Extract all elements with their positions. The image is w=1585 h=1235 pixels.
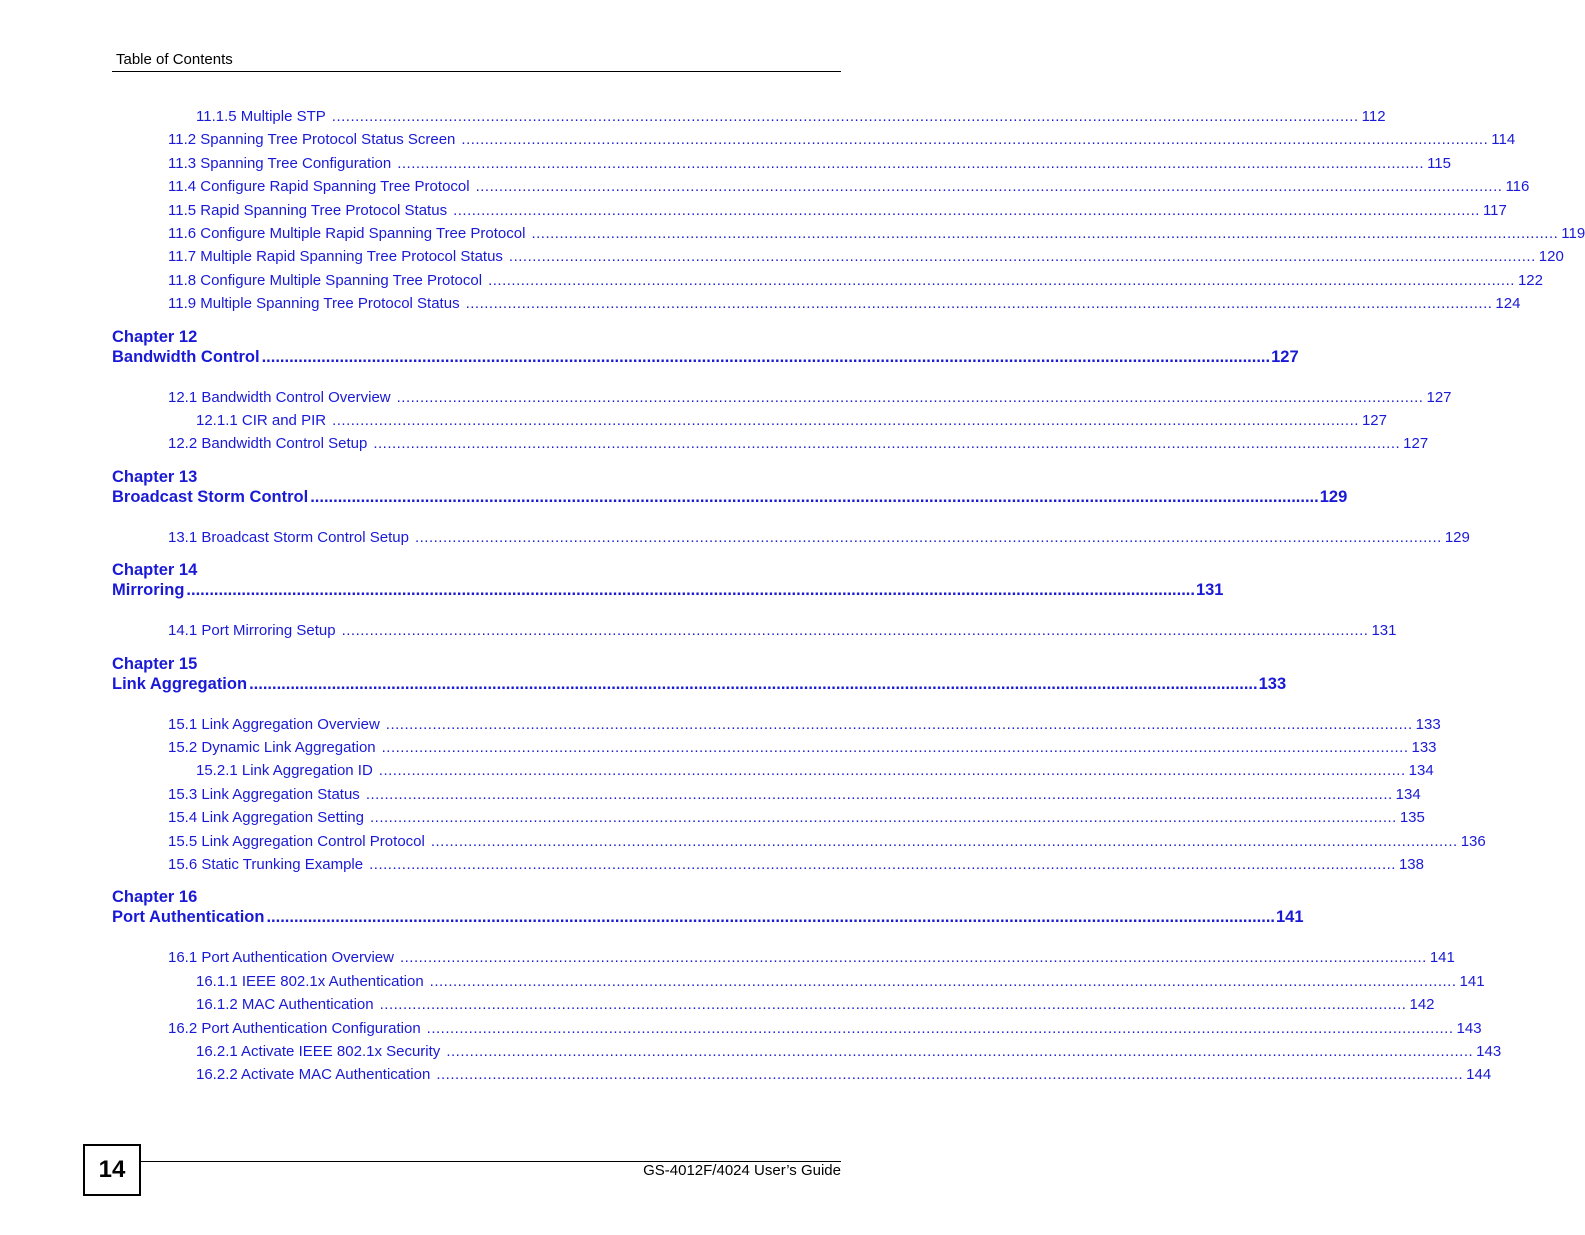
chapter-title: Broadcast Storm Control: [112, 487, 309, 506]
section-page: 127: [1361, 412, 1387, 429]
section-page: 127: [1426, 388, 1452, 406]
section-page: 114: [1491, 131, 1516, 149]
section-title: 11.5 Rapid Spanning Tree Protocol Status: [168, 201, 448, 219]
dot-leader: ............................................................................................................................................................................................................................: [331, 108, 1359, 125]
section-page: 138: [1398, 856, 1424, 873]
section-page: 144: [1466, 1066, 1492, 1084]
section-title: 12.2 Bandwidth Control Setup: [168, 435, 368, 453]
dot-leader: ............................................................................................................................................................................................................................: [341, 622, 1369, 640]
dot-leader: ............................................................................................................................................................................................................................: [430, 832, 1458, 850]
section-title: 11.7 Multiple Rapid Spanning Tree Protocol Status: [168, 248, 503, 266]
section-page: 133: [1415, 715, 1441, 733]
section-page: 112: [1361, 108, 1386, 125]
section-title: 15.2 Dynamic Link Aggregation: [168, 739, 376, 756]
dot-leader: ............................................................................................................................................................................................................................: [310, 487, 1319, 506]
section-page: 133: [1411, 739, 1437, 756]
dot-leader: ............................................................................................................................................................................................................................: [261, 347, 1271, 366]
toc-section-link[interactable]: [168, 528, 1470, 549]
section-title: 15.4 Link Aggregation Setting: [168, 809, 364, 827]
section-page: 134: [1395, 785, 1421, 803]
section-title: 11.3 Spanning Tree Configuration: [168, 154, 392, 172]
toc-section-link[interactable]: [196, 1066, 1492, 1086]
toc-section-link[interactable]: [196, 762, 1434, 782]
toc-section-link[interactable]: [168, 809, 1425, 829]
dot-leader: ............................................................................................................................................................................................................................: [378, 762, 1406, 780]
section-page: 143: [1456, 1019, 1482, 1037]
toc-section-link[interactable]: [168, 715, 1441, 736]
toc-section-link[interactable]: [168, 739, 1437, 759]
toc-section-link[interactable]: [168, 295, 1521, 315]
dot-leader: ............................................................................................................................................................................................................................: [379, 996, 1407, 1014]
section-title: 11.8 Configure Multiple Spanning Tree Protocol: [168, 271, 483, 289]
section-page: 115: [1427, 154, 1451, 172]
chapter-number[interactable]: Chapter 13: [112, 467, 198, 486]
dot-leader: ............................................................................................................................................................................................................................: [488, 271, 1515, 289]
page-number: 14: [98, 1156, 126, 1183]
dot-leader: ............................................................................................................................................................................................................................: [381, 739, 1409, 756]
dot-leader: ............................................................................................................................................................................................................................: [186, 581, 1195, 600]
toc-section-link[interactable]: [196, 412, 1387, 432]
dot-leader: ............................................................................................................................................................................................................................: [531, 225, 1559, 242]
section-page: 119: [1561, 225, 1585, 242]
dot-leader: ............................................................................................................................................................................................................................: [436, 1066, 1464, 1084]
chapter-title-link[interactable]: [112, 674, 1287, 697]
section-title: 11.2 Spanning Tree Protocol Status Screen: [168, 131, 456, 149]
dot-leader: ............................................................................................................................................................................................................................: [475, 178, 1503, 196]
toc-section-link[interactable]: [168, 622, 1397, 642]
dot-leader: ............................................................................................................................................................................................................................: [369, 809, 1397, 827]
section-title: 16.1.2 MAC Authentication: [196, 996, 374, 1014]
section-page: 141: [1429, 949, 1455, 967]
toc-section-link[interactable]: [168, 1019, 1482, 1040]
dot-leader: ............................................................................................................................................................................................................................: [453, 201, 1480, 219]
toc-section-link[interactable]: [168, 435, 1429, 455]
chapter-number[interactable]: Chapter 16: [112, 888, 198, 907]
page-number-box: [83, 1144, 141, 1196]
chapter-page: 127: [1271, 347, 1299, 366]
section-title: 15.3 Link Aggregation Status: [168, 785, 360, 803]
section-title: 16.2.1 Activate IEEE 802.1x Security: [196, 1043, 441, 1060]
dot-leader: ............................................................................................................................................................................................................................: [369, 856, 1396, 873]
section-page: 136: [1460, 832, 1486, 850]
section-title: 15.5 Link Aggregation Control Protocol: [168, 832, 425, 850]
section-page: 143: [1476, 1043, 1502, 1060]
chapter-page: 141: [1276, 908, 1304, 927]
section-page: 135: [1399, 809, 1425, 827]
dot-leader: ............................................................................................................................................................................................................................: [399, 949, 1427, 967]
dot-leader: ............................................................................................................................................................................................................................: [426, 1019, 1454, 1037]
section-title: 14.1 Port Mirroring Setup: [168, 622, 336, 640]
section-page: 122: [1517, 271, 1543, 289]
section-title: 11.9 Multiple Spanning Tree Protocol Status: [168, 295, 460, 313]
dot-leader: ............................................................................................................................................................................................................................: [396, 388, 1424, 406]
chapter-page: 129: [1319, 487, 1348, 506]
dot-leader: ............................................................................................................................................................................................................................: [461, 131, 1489, 149]
dot-leader: ............................................................................................................................................................................................................................: [508, 248, 1536, 266]
section-page: 120: [1538, 248, 1564, 266]
section-title: 11.4 Configure Rapid Spanning Tree Protocol: [168, 178, 470, 196]
toc-section-link[interactable]: [168, 154, 1451, 175]
toc-section-link[interactable]: [168, 225, 1585, 245]
toc-section-link[interactable]: [168, 131, 1516, 151]
toc-section-link[interactable]: [168, 248, 1564, 268]
chapter-title-link[interactable]: [112, 487, 1348, 510]
chapter-number[interactable]: Chapter 12: [112, 327, 198, 346]
dot-leader: ............................................................................................................................................................................................................................: [397, 154, 1425, 172]
dot-leader: ............................................................................................................................................................................................................................: [429, 972, 1457, 990]
toc-section-link[interactable]: [196, 1043, 1502, 1063]
toc-section-link[interactable]: [168, 856, 1424, 876]
section-page: 134: [1408, 762, 1434, 780]
section-page: 141: [1459, 972, 1485, 990]
section-title: 16.2 Port Authentication Configuration: [168, 1019, 421, 1037]
toc-section-link[interactable]: [168, 178, 1530, 198]
chapter-page: 131: [1195, 581, 1224, 600]
chapter-title: Mirroring: [112, 581, 185, 600]
section-title: 15.6 Static Trunking Example: [168, 856, 364, 873]
section-title: 12.1.1 CIR and PIR: [196, 412, 327, 429]
chapter-number[interactable]: Chapter 15: [112, 654, 198, 673]
section-page: 131: [1371, 622, 1397, 640]
section-title: 16.1 Port Authentication Overview: [168, 949, 394, 967]
toc-section-link[interactable]: [168, 785, 1421, 806]
dot-leader: ............................................................................................................................................................................................................................: [249, 674, 1258, 693]
chapter-number[interactable]: Chapter 14: [112, 561, 198, 580]
section-page: 127: [1403, 435, 1429, 453]
toc-section-link[interactable]: [196, 108, 1386, 128]
section-page: 124: [1495, 295, 1521, 313]
section-page: 116: [1505, 178, 1530, 196]
section-title: 15.1 Link Aggregation Overview: [168, 715, 380, 733]
chapter-title-link[interactable]: [112, 347, 1299, 370]
section-title: 16.2.2 Activate MAC Authentication: [196, 1066, 431, 1084]
chapter-title-link[interactable]: [112, 908, 1304, 930]
section-title: 15.2.1 Link Aggregation ID: [196, 762, 373, 780]
section-title: 12.1 Bandwidth Control Overview: [168, 388, 391, 406]
section-title: 11.1.5 Multiple STP: [196, 108, 326, 125]
section-title: 11.6 Configure Multiple Rapid Spanning Tree Protocol: [168, 225, 526, 242]
dot-leader: ............................................................................................................................................................................................................................: [414, 528, 1442, 546]
toc-section-link[interactable]: [168, 271, 1543, 292]
footer-guide-title: GS-4012F/4024 User’s Guide: [643, 1162, 841, 1179]
toc-section-link[interactable]: [168, 388, 1452, 409]
section-page: 117: [1482, 201, 1507, 219]
section-title: 16.1.1 IEEE 802.1x Authentication: [196, 972, 424, 990]
dot-leader: ............................................................................................................................................................................................................................: [385, 715, 1413, 733]
running-header-title: Table of Contents: [116, 51, 233, 68]
chapter-page: 133: [1258, 674, 1287, 693]
section-title: 13.1 Broadcast Storm Control Setup: [168, 528, 409, 546]
chapter-title: Bandwidth Control: [112, 347, 260, 366]
dot-leader: ............................................................................................................................................................................................................................: [446, 1043, 1474, 1060]
dot-leader: ............................................................................................................................................................................................................................: [465, 295, 1493, 313]
toc-section-link[interactable]: [168, 832, 1486, 853]
toc-section-link[interactable]: [168, 949, 1455, 969]
section-page: 129: [1444, 528, 1470, 546]
chapter-title-link[interactable]: [112, 581, 1224, 603]
chapter-title: Port Authentication: [112, 908, 265, 927]
dot-leader: ............................................................................................................................................................................................................................: [365, 785, 1393, 803]
toc-section-link[interactable]: [168, 201, 1507, 222]
dot-leader: ............................................................................................................................................................................................................................: [332, 412, 1359, 429]
toc-section-link[interactable]: [196, 996, 1435, 1016]
chapter-title: Link Aggregation: [112, 674, 248, 693]
toc-section-link[interactable]: [196, 972, 1485, 993]
dot-leader: ............................................................................................................................................................................................................................: [266, 908, 1275, 927]
section-page: 142: [1409, 996, 1435, 1014]
dot-leader: ............................................................................................................................................................................................................................: [373, 435, 1401, 453]
